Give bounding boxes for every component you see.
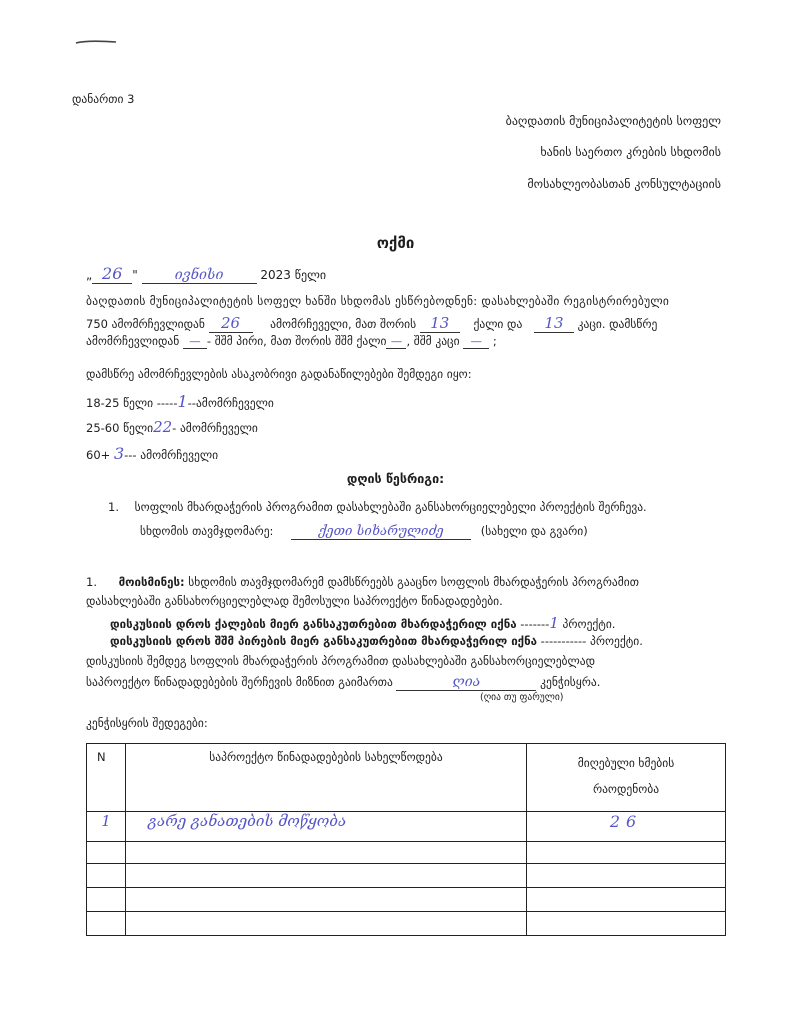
header-line-3: მოსახლეობასთან კონსულტაციის (527, 177, 721, 191)
row-votes (527, 864, 726, 888)
col-n-header: N (87, 744, 126, 812)
row-n (87, 864, 126, 888)
chair-name: ქეთი სიხარულიძე (291, 524, 471, 540)
row-name (126, 912, 527, 936)
intro-line-1: ბაღდათის მუნიციპალიტეტის სოფელ ხანში სხდომას ესწრებოდნენ: დასახლებაში რეგისტრირებული (86, 294, 670, 308)
row-name (126, 864, 527, 888)
after-discussion-line-2: საპროექტო წინადადებების შერჩევის მიზნით გაიმართა ღია კენჭისყრა. (86, 674, 601, 690)
chair-line: სხდომის თავმჯდომარე: ქეთი სიხარულიძე (სახელი და გვარი) (140, 524, 588, 539)
table-header-row (87, 744, 726, 812)
hearing-line-2: დასახლებაში განსახორციელებლად შემოსული საპროექტო წინადადებები. (86, 594, 503, 608)
men-count: 13 (534, 314, 574, 333)
table-row (87, 842, 726, 864)
intro-line-3: ამომრჩევლიდან — - შშმ პირი, მათ შორის შშმ ქალი — , შშმ კაცი — ; (86, 334, 497, 348)
age-heading: დამსწრე ამომრჩევლების ასაკობრივი გადანაწილებები შემდეგი იყო: (86, 367, 472, 381)
age-row: 18-25 წელი -----1--ამომრჩეველი (86, 392, 274, 411)
row-votes (527, 912, 726, 936)
results-heading: კენჭისყრის შედეგები: (86, 716, 208, 730)
women-support-line: დისკუსიის დროს ქალების მიერ განსაკუთრებით მხარდაჭერილ იქნა -------1 პროექტი. (110, 614, 616, 632)
age-value: 22 (153, 418, 173, 436)
row-name (126, 888, 527, 912)
row-n (87, 888, 126, 912)
document-title: ოქმი (376, 234, 415, 252)
pwd-total: — (183, 334, 207, 349)
row-n (87, 912, 126, 936)
hearing-label: მოისმინეს: (118, 575, 185, 589)
intro-line-2: 750 ამომრჩევლიდან 26 ამომრჩეველი, მათ შორის 13 ქალი და 13 კაცი. დამსწრე (86, 314, 658, 332)
age-row: 25-60 წელი22- ამომრჩეველი (86, 418, 258, 436)
date-year: 2023 წელი (260, 268, 327, 282)
row-name (126, 842, 527, 864)
col-name-header: საპროექტო წინადადებების სახელწოდება (126, 744, 527, 812)
table-row (87, 812, 726, 842)
vote-type-hint: (ღია თუ ფარული) (480, 692, 564, 703)
women-count: 13 (420, 314, 460, 333)
agenda-heading: დღის წესრიგი: (346, 471, 445, 486)
results-table (86, 743, 726, 936)
table-row (87, 912, 726, 936)
age-row: 60+ 3--- ამომრჩეველი (86, 444, 219, 463)
table-row (87, 864, 726, 888)
row-n (87, 842, 126, 864)
row-votes: 26 (527, 812, 726, 842)
age-value: 3 (113, 444, 125, 463)
col-votes-header: მიღებული ხმების რაოდენობა (527, 744, 726, 812)
pwd-women: — (386, 334, 406, 349)
table-row (87, 888, 726, 912)
registered-present-count: 26 (209, 314, 253, 333)
pen-mark (75, 40, 117, 44)
date-line: „ 26 " ივნისი 2023 წელი (86, 264, 327, 283)
after-discussion-line-1: დისკუსიის შემდეგ სოფლის მხარდაჭერის პროგრამით დასახლებაში განსახორციელებლად (86, 654, 595, 668)
row-n: 1 (87, 812, 126, 842)
date-day: 26 (92, 264, 132, 284)
agenda-item: 1. სოფლის მხარდაჭერის პროგრამით დასახლებაში განსახორციელებელი პროექტის შერჩევა. (108, 500, 647, 514)
header-line-2: ხანის საერთო კრების სხდომის (540, 145, 721, 159)
women-support-value: 1 (549, 614, 559, 632)
row-votes (527, 888, 726, 912)
age-value: 1 (177, 392, 188, 411)
vote-type: ღია (396, 674, 536, 691)
header-line-1: ბაღდათის მუნიციპალიტეტის სოფელ (505, 114, 721, 128)
row-votes (527, 842, 726, 864)
annex-label: დანართი 3 (72, 92, 135, 106)
pwd-support-line: დისკუსიის დროს შშმ პირების მიერ განსაკუთრებით მხარდაჭერილ იქნა ----------- პროექტი. (110, 634, 643, 648)
pwd-men: — (463, 334, 489, 349)
row-name: გარე განათების მოწყობა (126, 812, 527, 842)
date-month: ივნისი (142, 267, 257, 284)
hearing-line-1: 1. მოისმინეს: სხდომის თავმჯდომარემ დამსწრეებს გააცნო სოფლის მხარდაჭერის პროგრამით (86, 575, 639, 589)
